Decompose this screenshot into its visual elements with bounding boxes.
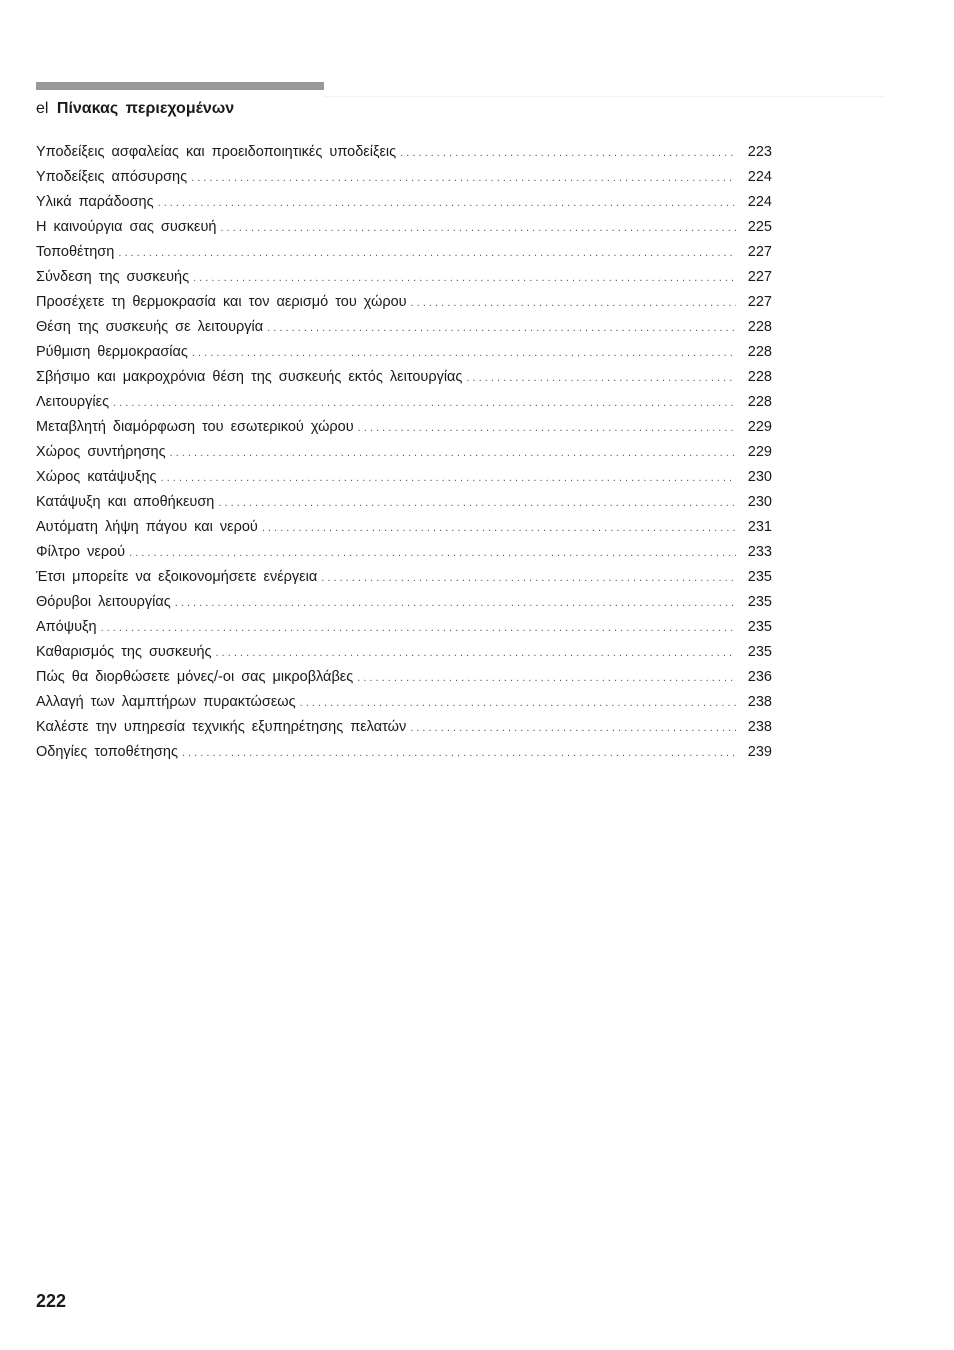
toc-entry-label: Φίλτρο νερού	[36, 544, 126, 560]
toc-entry-page: 228	[747, 344, 772, 360]
toc-entry-page: 227	[747, 244, 772, 260]
toc-entry-page: 229	[747, 419, 772, 435]
toc-entry-label: Υποδείξεις απόσυρσης	[36, 169, 188, 185]
toc-entry-page: 233	[747, 544, 772, 560]
toc-entry[interactable]	[36, 365, 772, 390]
toc-entry-page: 228	[747, 369, 772, 385]
toc-dot-leader	[411, 291, 736, 316]
toc-entry-label: Καθαρισμός της συσκευής	[36, 644, 212, 660]
toc-dot-leader	[262, 516, 736, 541]
toc-entry[interactable]	[36, 615, 772, 640]
toc-entry-label: Τοποθέτηση	[36, 244, 115, 260]
toc-entry[interactable]	[36, 665, 772, 690]
toc-entry-label: Έτσι μπορείτε να εξοικονομήσετε ενέργεια	[36, 569, 318, 585]
toc-entry[interactable]	[36, 740, 772, 765]
toc-entry-page: 235	[747, 644, 772, 660]
toc-entry-page: 239	[747, 744, 772, 760]
toc-dot-leader	[267, 316, 736, 341]
toc-entry[interactable]	[36, 640, 772, 665]
toc-dot-leader	[170, 441, 736, 466]
toc-dot-leader	[118, 241, 736, 266]
toc-entry-label: Προσέχετε τη θερμοκρασία και τον αερισμό του χώρου	[36, 294, 407, 310]
toc-entry[interactable]	[36, 190, 772, 215]
toc-entry-page: 224	[747, 194, 772, 210]
toc-entry[interactable]	[36, 490, 772, 515]
table-of-contents	[36, 140, 772, 765]
toc-dot-leader	[129, 541, 736, 566]
toc-entry-page: 229	[747, 444, 772, 460]
toc-dot-leader	[410, 716, 736, 741]
toc-dot-leader	[113, 391, 736, 416]
toc-entry[interactable]	[36, 515, 772, 540]
toc-dot-leader	[321, 566, 736, 591]
toc-entry[interactable]	[36, 390, 772, 415]
toc-entry[interactable]	[36, 240, 772, 265]
toc-dot-leader	[358, 416, 736, 441]
toc-entry-page: 227	[747, 269, 772, 285]
toc-entry-label: Χώρος συντήρησης	[36, 444, 166, 460]
toc-entry-label: Κατάψυξη και αποθήκευση	[36, 494, 215, 510]
toc-dot-leader	[182, 741, 736, 766]
page-number: 222	[36, 1291, 67, 1311]
toc-entry-label: Λειτουργίες	[36, 394, 110, 410]
toc-entry[interactable]	[36, 140, 772, 165]
toc-entry-page: 236	[747, 669, 772, 685]
toc-entry-page: 225	[747, 219, 772, 235]
toc-dot-leader	[216, 641, 736, 666]
toc-dot-leader	[466, 366, 736, 391]
toc-dot-leader	[175, 591, 736, 616]
toc-dot-leader	[220, 216, 736, 241]
toc-dot-leader	[218, 491, 736, 516]
toc-entry-label: Θέση της συσκευής σε λειτουργία	[36, 319, 264, 335]
toc-entry-page: 227	[747, 294, 772, 310]
toc-entry-page: 235	[747, 619, 772, 635]
toc-entry-label: Απόψυξη	[36, 619, 97, 635]
toc-entry[interactable]	[36, 415, 772, 440]
toc-entry[interactable]	[36, 340, 772, 365]
language-code: el	[36, 100, 49, 117]
toc-dot-leader	[357, 666, 736, 691]
toc-entry-page: 238	[747, 719, 772, 735]
toc-entry-label: Οδηγίες τοποθέτησης	[36, 744, 178, 760]
toc-entry-page: 230	[747, 494, 772, 510]
toc-entry[interactable]	[36, 315, 772, 340]
toc-entry-page: 235	[747, 569, 772, 585]
header-accent-bar	[36, 82, 324, 90]
toc-entry-label: Σύνδεση της συσκευής	[36, 269, 190, 285]
toc-entry-label: Η καινούργια σας συσκευή	[36, 219, 217, 235]
toc-entry-label: Υλικά παράδοσης	[36, 194, 154, 210]
toc-entry-label: Πώς θα διορθώσετε μόνες/-οι σας μικροβλάβες	[36, 669, 354, 685]
toc-entry-label: Αυτόματη λήψη πάγου και νερού	[36, 519, 258, 535]
toc-entry-page: 223	[747, 144, 772, 160]
toc-entry-page: 224	[747, 169, 772, 185]
toc-dot-leader	[191, 166, 736, 191]
toc-entry-page: 230	[747, 469, 772, 485]
toc-dot-leader	[193, 266, 736, 291]
toc-dot-leader	[158, 191, 736, 216]
toc-dot-leader	[300, 691, 736, 716]
toc-entry-label: Θόρυβοι λειτουργίας	[36, 594, 171, 610]
toc-entry[interactable]	[36, 465, 772, 490]
toc-entry[interactable]	[36, 715, 772, 740]
toc-entry[interactable]	[36, 690, 772, 715]
toc-entry[interactable]	[36, 290, 772, 315]
toc-entry[interactable]	[36, 590, 772, 615]
toc-entry-label: Καλέστε την υπηρεσία τεχνικής εξυπηρέτησης πελατών	[36, 719, 407, 735]
toc-entry[interactable]	[36, 565, 772, 590]
toc-entry-label: Ρύθμιση θερμοκρασίας	[36, 344, 188, 360]
toc-entry[interactable]	[36, 215, 772, 240]
toc-entry[interactable]	[36, 165, 772, 190]
toc-dot-leader	[161, 466, 737, 491]
toc-entry-label: Σβήσιμο και μακροχρόνια θέση της συσκευής εκτός λειτουργίας	[36, 369, 463, 385]
toc-entry-page: 231	[747, 519, 772, 535]
toc-entry-page: 228	[747, 394, 772, 410]
page-heading	[36, 99, 234, 119]
toc-entry[interactable]	[36, 265, 772, 290]
header-divider	[324, 96, 884, 97]
toc-entry-page: 228	[747, 319, 772, 335]
toc-entry-label: Χώρος κατάψυξης	[36, 469, 157, 485]
toc-dot-leader	[101, 616, 736, 641]
toc-entry-page: 235	[747, 594, 772, 610]
toc-dot-leader	[400, 141, 736, 166]
toc-entry-label: Μεταβλητή διαμόρφωση του εσωτερικού χώρου	[36, 419, 354, 435]
toc-dot-leader	[192, 341, 736, 366]
toc-entry[interactable]	[36, 540, 772, 565]
toc-entry-label: Αλλαγή των λαμπτήρων πυρακτώσεως	[36, 694, 296, 710]
toc-entry-label: Υποδείξεις ασφαλείας και προειδοποιητικές υποδείξεις	[36, 144, 397, 160]
page-title: Πίνακας περιεχομένων	[56, 100, 235, 117]
toc-entry[interactable]	[36, 440, 772, 465]
toc-entry-page: 238	[747, 694, 772, 710]
